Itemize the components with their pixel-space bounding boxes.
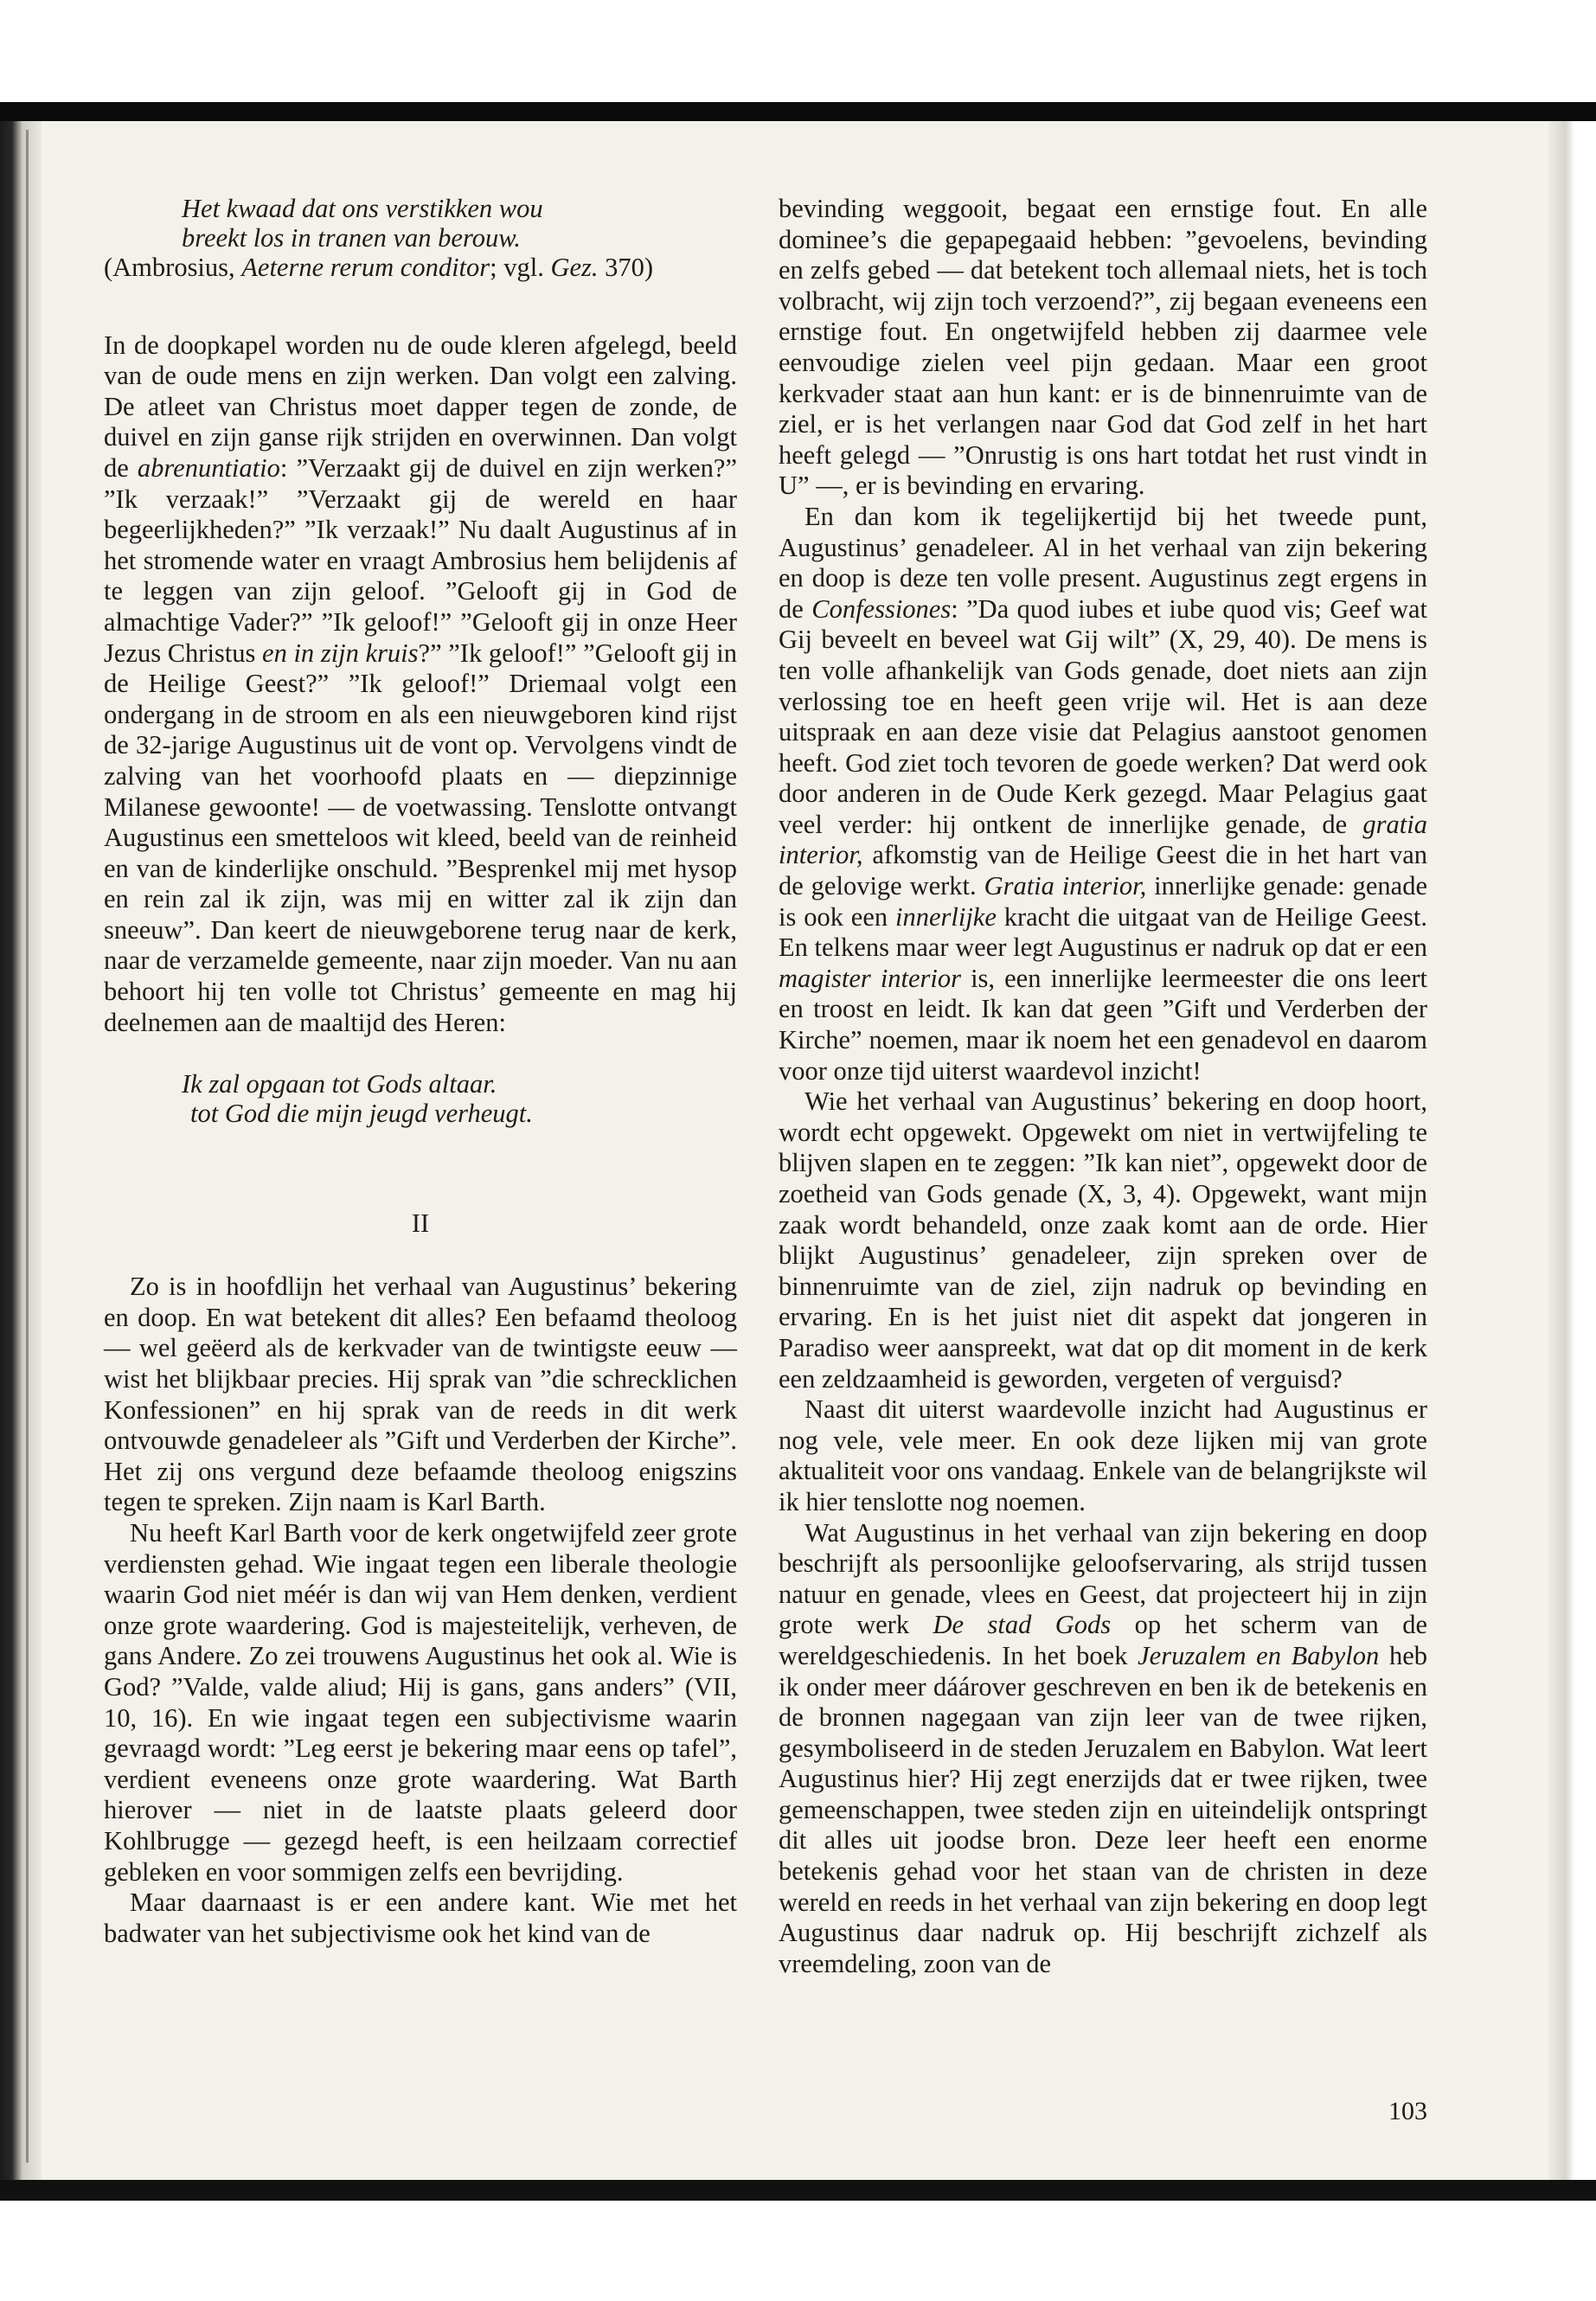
paragraph: In de doopkapel worden nu de oude kleren afgelegd, beeld van de oude mens en zijn werken. Dan volgt een zalving. De atleet van Christus moet dapper tegen de zonde, de duivel en zijn ganse rijk strijden en overwinnen. Dan volgt de abrenuntiatio: ”Verzaakt gij de duivel en zijn werken?” ”Ik verzaak!” ”Verzaakt gij de wereld en haar begeerlijkheden?” ”Ik verzaak!” Nu daalt Augustinus af in het stromende water en vraagt Ambrosius hem belijdenis af te leggen van zijn geloof. ”Gelooft gij in God de almachtige Vader?” ”Ik geloof!” ”Gelooft gij in onze Heer Jezus Christus en in zijn kruis?” ”Ik geloof!” ”Gelooft gij in de Heilige Geest?” ”Ik geloof!” Driemaal volgt een ondergang in de stroom en als een nieuwgeboren kind rijst de 32-jarige Augustinus uit de vont op. Vervolgens vindt de zalving van het voorhoofd plaats en — diepzinnige Milanese gewoonte! — de voetwassing. Tenslotte ontvangt Augustinus een smetteloos wit kleed, beeld van de reinheid en van de kinderlijke onschuld. ”Besprenkel mij met hysop en rein zal ik zijn, was mij en witter zal ik zijn dan sneeuw”. Dan keert de nieuwgeborene terug naar de kerk, naar de verzamelde gemeente, naar zijn moeder. Van nu aan behoort hij ten volle tot Christus’ gemeente en mag hij deelnemen aan de maaltijd des Heren: <box>104 330 737 1037</box>
epigraph-line: breekt los in tranen van berouw. <box>182 223 521 253</box>
epigraph-line: Het kwaad dat ons verstikken wou <box>182 194 543 223</box>
page-right-edge <box>1548 121 1596 2180</box>
paragraph: Wat Augustinus in het verhaal van zijn bekering en doop beschrijft als persoonlijke geloofservaring, als strijd tussen natuur en genade, vlees en Geest, dat projecteert hij in zijn grote werk De stad Gods op het scherm van de wereldgeschiedenis. In het boek Jeruzalem en Babylon heb ik onder meer dáárover geschreven en ben ik de betekenis en de bronnen nagegaan van zijn leer van de twee rijken, gesymboliseerd in de steden Jeruzalem en Babylon. Wat leert Augustinus hier? Hij zegt enerzijds dat er twee rijken, twee gemeenschappen, twee steden zijn en uiteindelijk ontspringt dit alles uit joodse bron. Deze leer heeft een enorme betekenis gehad voor het staan van de christen in deze wereld en reeds in het verhaal van zijn bekering en doop legt Augustinus daar nadruk op. Hij beschrijft zichzelf als vreemdeling, zoon van de <box>779 1517 1427 1978</box>
spacer <box>104 284 737 330</box>
paragraph: Maar daarnaast is er een andere kant. Wie met het badwater van het subjectivisme ook het kind van de <box>104 1888 737 1948</box>
book-spine-shadow <box>0 121 42 2180</box>
paragraph: Nu heeft Karl Barth voor de kerk ongetwijfeld zeer grote verdiensten gehad. Wie ingaat tegen een liberale theologie waarin God niet méér is dan wij van Hem denken, verdient onze grote waardering. God is majesteitelijk, verheven, de gans Andere. Zo zei trouwens Augustinus het ook al. Wie is God? ”Valde, valde aliud; Hij is gans, gans anders” (VII, 10, 16). En wie ingaat tegen een subjectivisme waarin gevraagd wordt: ”Leg eerst je bekering maar eens op tafel”, verdient eveneens onze grote waardering. Wat Barth hierover — niet in de laatste plaats geleerd door Kohlbrugge — gezegd heeft, is een heilzaam correctief gebleken en voor sommigen zelfs een bevrijding. <box>104 1518 737 1887</box>
right-text-column <box>779 194 1427 1979</box>
page-number: 103 <box>1388 2097 1427 2125</box>
scan-top-margin <box>0 0 1596 102</box>
section-number: II <box>411 1208 430 1239</box>
book-spine-line <box>26 130 29 2163</box>
spacer <box>104 1038 737 1069</box>
paragraph: Naast dit uiterst waardevolle inzicht had Augustinus er nog vele, vele meer. En ook deze lijken mij van grote aktualiteit voor ons vandaag. Enkele van de belangrijkste wil ik hier tenslotte nog noemen. <box>779 1394 1427 1516</box>
paragraph: Wie het verhaal van Augustinus’ bekering en doop hoort, wordt echt opgewekt. Opgewekt om niet in vertwijfeling te blijven slapen en te zeggen: ”Ik kan niet”, opgewekt door de zoetheid van Gods genade (X, 3, 4). Opgewekt, want mijn zaak wordt behandeld, onze zaak komt aan de orde. Hier blijkt Augustinus’ genadeleer, zijn spreken over de binnenruimte van de ziel, zijn nadruk op bevinding en ervaring. En is het juist niet dit aspekt dat jongeren in Paradiso weer aanspreekt, wat dat op dit moment in de kerk een zeldzaamheid is geworden, vergeten of verguisd? <box>779 1086 1427 1394</box>
left-text-column <box>104 194 737 1949</box>
poem-line: Ik zal opgaan tot Gods altaar. <box>182 1069 497 1099</box>
scan-top-border <box>0 102 1596 121</box>
paragraph: Zo is in hoofdlijn het verhaal van Augustinus’ bekering en doop. En wat betekent dit alles? Een befaamd theoloog — wel geëerd als de kerkvader van de twintigste eeuw — wist het blijkbaar precies. Hij sprak van ”die schrecklichen Konfessionen” en hij sprak van de reeds in dit werk ontvouwde genadeleer als ”Gift und Verderben der Kirche”. Het zij ons vergund deze befaamde theoloog enigszins tegen te spreken. Zijn naam is Karl Barth. <box>104 1272 737 1517</box>
poem-line: tot God die mijn jeugd verheugt. <box>190 1099 533 1129</box>
scan-bottom-border <box>0 2180 1596 2201</box>
epigraph <box>104 194 737 253</box>
paragraph: En dan kom ik tegelijkertijd bij het tweede punt, Augustinus’ genadeleer. Al in het verhaal van zijn bekering en doop is deze ten volle present. Augustinus zegt ergens in de Confessiones: ”Da quod iubes et iube quod vis; Geef wat Gij beveelt en beveel wat Gij wilt” (X, 29, 40). De mens is ten volle afhankelijk van Gods genade, doet niets aan zijn verlossing toe en heeft geen vrije wil. Het is aan deze uitspraak en aan deze visie dat Pelagius aanstoot genomen heeft. God ziet toch tevoren de goede werken? Dat werd ook door anderen in de Oude Kerk gezegd. Maar Pelagius gaat veel verder: hij ontkent de innerlijke genade, de gratia interior, afkomstig van de Heilige Geest die in het hart van de gelovige werkt. Gratia interior, innerlijke genade: genade is ook een innerlijke kracht die uitgaat van de Heilige Geest. En telkens maar weer legt Augustinus er nadruk op dat er een magister interior is, een innerlijke leermeester die ons leert en troost en leidt. Ik kan dat geen ”Gift und Verderben der Kirche” noemen, maar ik noem het een genadevol en daarom voor onze tijd uiterst waardevol inzicht! <box>779 501 1427 1086</box>
epigraph-source: (Ambrosius, Aeterne rerum conditor; vgl. Gez. 370) <box>104 253 654 282</box>
scan-bottom-margin <box>0 2201 1596 2301</box>
paragraph: bevinding weggooit, begaat een ernstige fout. En alle dominee’s die gepapegaaid hebben: ”gevoelens, bevinding en zelfs gebed — dat betekent toch allemaal niets, het is toch volbracht, wij zijn toch verzoend?”, zij begaan eveneens een ernstige fout. En ongetwijfeld hebben zij daarmee vele eenvoudige zielen veel pijn gedaan. Maar een groot kerkvader staat aan hun kant: er is de binnenruimte van de ziel, er is het verlangen naar God dat God zelf in het hart heeft gelegd — ”Onrustig is ons hart totdat het rust vindt in U” —, er is bevinding en ervaring. <box>779 194 1427 501</box>
spacer <box>104 1239 737 1272</box>
poem-quote <box>104 1069 737 1128</box>
spacer <box>104 1128 737 1208</box>
